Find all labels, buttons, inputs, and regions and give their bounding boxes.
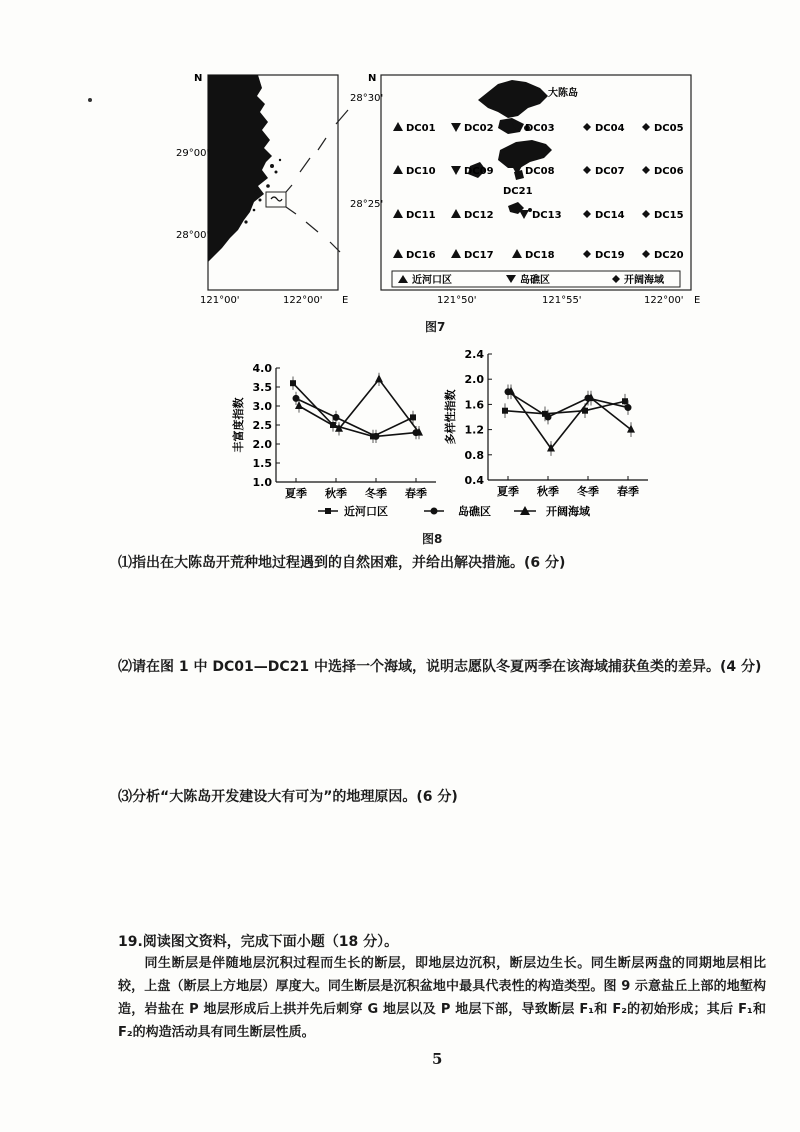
legend-diamond-icon <box>612 275 620 283</box>
y-tick-label: 1.2 <box>464 423 484 437</box>
series-line <box>299 379 419 432</box>
station-dc13 <box>519 210 562 221</box>
figure-8-caption: 图8 <box>422 532 443 546</box>
triangle-up-icon <box>393 165 403 174</box>
diamond-icon <box>583 210 591 218</box>
triangle-up-icon <box>393 122 403 131</box>
left-north-label: N <box>194 73 203 84</box>
station-label: DC08 <box>525 166 555 177</box>
y-tick-label: 2.5 <box>252 419 272 432</box>
question-19-text: 同生断层是伴随地层沉积过程而生长的断层，即地层边沉积，断层边生长。同生断层两盘的同期地层相比较，上盘（断层上方地层）厚度大。同生断层是沉积盆地中最具代表性的构造类型。图 9 示意盐丘上部的地堑构造，岩盐在 P 地层形成后上拱并先后刺穿 G 地层以及 P 地层下部，导致断层 F₁和 F₂的初始形成；其后 F₁和 F₂的构造活动具有同生断层性质。 <box>118 956 766 1040</box>
x-tick-label: 秋季 <box>325 487 347 500</box>
data-point <box>290 380 296 386</box>
data-point <box>373 433 380 440</box>
diversity-chart <box>443 348 648 498</box>
station-label: DC12 <box>464 210 494 221</box>
mainland-landmass <box>208 75 272 262</box>
richness-chart <box>231 362 436 500</box>
y-tick-label: 0.4 <box>464 474 484 487</box>
figure-7-caption: 图7 <box>425 320 446 334</box>
y-tick-label: 1.0 <box>252 476 272 489</box>
station-label: DC21 <box>503 186 533 197</box>
left-lon-label: 122°00' <box>283 295 323 306</box>
data-point <box>627 425 635 433</box>
right-lon-label: 121°50' <box>437 295 477 306</box>
diamond-icon <box>583 166 591 174</box>
question-3: ⑶分析“大陈岛开发建设大有可为”的地理原因。(6 分) <box>118 789 458 805</box>
x-tick-label: 夏季 <box>285 487 307 500</box>
station-label: DC06 <box>654 166 684 177</box>
triangle-up-icon <box>393 209 403 218</box>
chart-legend-label: 岛礁区 <box>458 505 491 518</box>
station-dc09 <box>451 166 494 177</box>
station-dc10 <box>393 165 436 177</box>
right-lon-label: 121°55' <box>542 295 582 306</box>
station-dc05 <box>642 123 684 134</box>
series-1 <box>505 384 632 424</box>
station-label: DC19 <box>595 250 625 261</box>
right-north-label: N <box>368 73 377 84</box>
legend-circle-icon <box>431 508 438 515</box>
diamond-icon <box>642 210 650 218</box>
station-dc06 <box>642 166 684 177</box>
station-dc14 <box>583 210 625 221</box>
right-lat-label: 28°25' <box>350 199 384 210</box>
x-tick-label: 春季 <box>405 487 427 500</box>
figure-8 <box>0 340 800 525</box>
question-19-title: 19.阅读图文资料，完成下面小题（18 分）。 <box>118 934 399 950</box>
station-label: DC17 <box>464 250 494 261</box>
station-label: DC18 <box>525 250 555 261</box>
station-dc17 <box>451 249 494 261</box>
triangle-up-icon <box>512 249 522 258</box>
inset-box <box>266 192 286 207</box>
y-tick-label: 3.0 <box>252 400 272 413</box>
legend-triangle-down-icon <box>506 275 516 283</box>
diamond-icon <box>583 123 591 131</box>
right-east-label: E <box>694 295 701 306</box>
station-dc02 <box>451 123 494 134</box>
station-label: DC03 <box>525 123 555 134</box>
left-lon-label: 121°00' <box>200 295 240 306</box>
station-label: DC13 <box>532 210 562 221</box>
station-dc03 <box>512 123 555 134</box>
station-label: DC20 <box>654 250 684 261</box>
y-tick-label: 4.0 <box>252 362 272 375</box>
y-tick-label: 2.0 <box>464 373 484 387</box>
question-2: ⑵请在图 1 中 DC01—DC21 中选择一个海域，说明志愿队冬夏两季在该海域捕获鱼类的差异。(4 分) <box>118 659 762 675</box>
series-0 <box>502 394 628 421</box>
left-east-label: E <box>342 295 349 306</box>
left-lat-label: 28°00' <box>176 230 210 241</box>
station-dc12 <box>451 209 494 221</box>
chart-legend <box>318 504 591 518</box>
island-label: 大陈岛 <box>548 88 578 99</box>
legend-triangle-up-icon <box>398 275 408 283</box>
series-line <box>293 383 413 436</box>
question-1: ⑴指出在大陈岛开荒种地过程遇到的自然困难，并给出解决措施。(6 分) <box>118 555 566 571</box>
series-0 <box>290 377 416 444</box>
station-dc20 <box>642 250 684 261</box>
series-2 <box>507 384 635 455</box>
page-number: 5 <box>432 1050 443 1068</box>
series-line <box>511 392 631 449</box>
diamond-icon <box>642 166 650 174</box>
y-tick-label: 1.6 <box>464 398 484 412</box>
triangle-up-icon <box>393 249 403 258</box>
station-dc21 <box>503 186 533 197</box>
connector-lines <box>286 110 348 252</box>
station-label: DC02 <box>464 123 494 134</box>
station-dc18 <box>512 249 555 261</box>
triangle-up-icon <box>451 209 461 218</box>
y-tick-label: 0.8 <box>464 448 484 462</box>
station-label: DC14 <box>595 210 625 221</box>
chart-legend-label: 近河口区 <box>344 505 388 518</box>
data-point <box>622 398 628 404</box>
y-tick-label: 3.5 <box>252 381 272 394</box>
x-tick-label: 春季 <box>617 485 639 498</box>
station-dc19 <box>583 250 625 261</box>
station-label: DC11 <box>406 210 436 221</box>
data-point <box>293 395 300 402</box>
map-legend-label: 开阔海域 <box>624 275 664 286</box>
y-axis-label: 多样性指数 <box>444 389 457 445</box>
right-lon-label: 122°00' <box>644 295 684 306</box>
station-label: DC07 <box>595 166 625 177</box>
data-point <box>545 414 552 421</box>
station-dc01 <box>393 122 436 134</box>
chart-legend-label: 开阔海域 <box>546 505 590 518</box>
station-dc16 <box>393 249 436 261</box>
x-tick-label: 冬季 <box>365 487 387 500</box>
y-tick-label: 2.4 <box>464 348 484 361</box>
series-1 <box>293 392 420 443</box>
station-label: DC16 <box>406 250 436 261</box>
station-dc07 <box>583 166 625 177</box>
station-dc15 <box>642 210 684 221</box>
station-dc11 <box>393 209 436 221</box>
triangle-down-icon <box>519 210 529 219</box>
triangle-up-icon <box>451 249 461 258</box>
left-lat-label: 29°00' <box>176 148 210 159</box>
question-19-body <box>118 952 766 1044</box>
y-tick-label: 2.0 <box>252 438 272 451</box>
station-label: DC15 <box>654 210 684 221</box>
triangle-down-icon <box>451 166 461 175</box>
station-label: DC10 <box>406 166 436 177</box>
data-point <box>502 408 508 414</box>
station-label: DC09 <box>464 166 494 177</box>
legend-square-icon <box>325 508 331 514</box>
data-point <box>625 404 632 411</box>
figure-7 <box>0 0 800 320</box>
map-legend-label: 岛礁区 <box>520 275 550 286</box>
diamond-icon <box>583 250 591 258</box>
data-point <box>333 414 340 421</box>
data-point <box>410 414 416 420</box>
x-tick-label: 冬季 <box>577 485 599 498</box>
triangle-down-icon <box>451 123 461 132</box>
diamond-icon <box>642 250 650 258</box>
y-axis-label: 丰富度指数 <box>232 397 245 453</box>
station-dc04 <box>583 123 625 134</box>
station-label: DC05 <box>654 123 684 134</box>
x-tick-label: 秋季 <box>537 485 559 498</box>
station-label: DC04 <box>595 123 625 134</box>
diamond-icon <box>642 123 650 131</box>
data-point <box>375 374 383 382</box>
right-lat-label: 28°30' <box>350 93 384 104</box>
x-tick-label: 夏季 <box>497 485 519 498</box>
y-tick-label: 1.5 <box>252 457 272 470</box>
station-label: DC01 <box>406 123 436 134</box>
map-legend-label: 近河口区 <box>412 275 452 286</box>
